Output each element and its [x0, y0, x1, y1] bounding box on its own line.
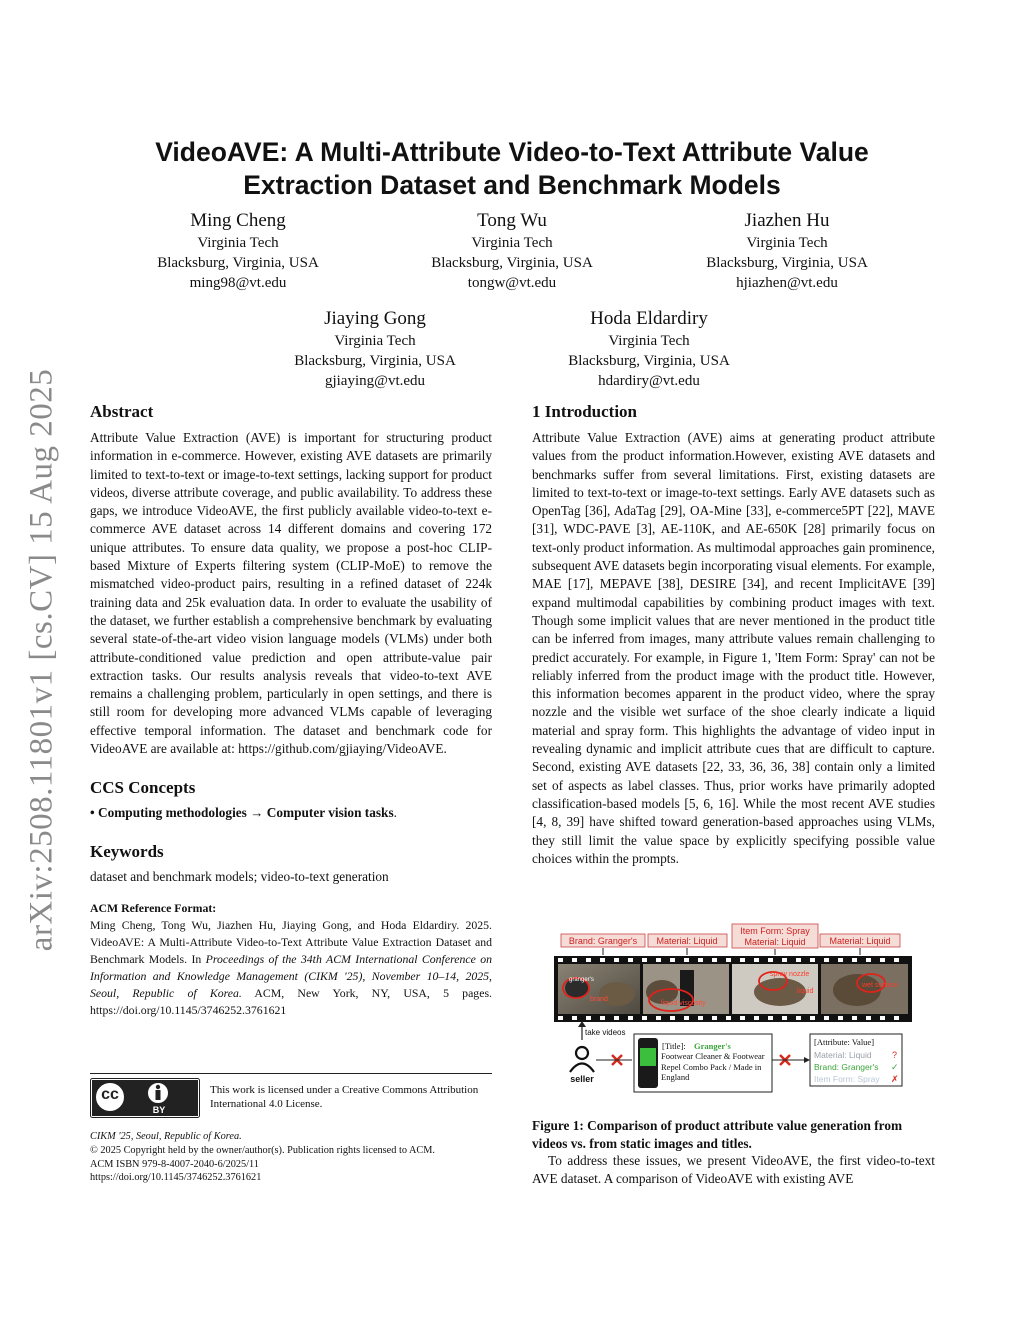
- footer-doi[interactable]: https://doi.org/10.1145/3746252.3761621: [90, 1172, 262, 1184]
- attr-row: Material: Liquid: [814, 1050, 872, 1060]
- frame-note: liquid viscosity: [661, 1000, 706, 1007]
- seller-label: seller: [570, 1074, 594, 1084]
- ccs-heading: CCS Concepts: [90, 778, 196, 798]
- frame-note: brand: [590, 996, 608, 1003]
- figure-label: Brand: Granger's: [568, 936, 638, 946]
- author-location: Blacksburg, Virginia, USA: [568, 353, 730, 369]
- arxiv-stamp: [14, 360, 70, 960]
- author-email[interactable]: hjiazhen@vt.edu: [736, 275, 838, 291]
- author-name: Jiazhen Hu: [744, 210, 830, 231]
- author-email[interactable]: ming98@vt.edu: [189, 275, 287, 291]
- reference-venue: Proceedings of the 34th ACM International Conference on Information and Knowledge Management (CIKM '25), November 10–14, 2025, Seoul, Republic of Korea.: [90, 951, 492, 1000]
- ccs-bullet: • Computing methodologies → Computer vision tasks: [90, 805, 394, 821]
- figure-caption: Figure 1: Comparison of product attribute value generation from videos vs. from static images and titles.: [532, 1118, 903, 1151]
- reference-heading: ACM Reference Format:: [90, 900, 217, 915]
- title-line-2: Extraction Dataset and Benchmark Models: [243, 170, 781, 200]
- cc-by-logo[interactable]: [90, 1078, 200, 1118]
- author-block: [529, 307, 769, 391]
- frame-note: granger's: [569, 977, 594, 983]
- keywords-heading: Keywords: [90, 841, 164, 861]
- figure-label: Material: Liquid: [744, 937, 806, 947]
- author-block: [255, 307, 495, 391]
- figure-label: Material: Liquid: [829, 936, 891, 946]
- by-badge-text: BY: [152, 1105, 166, 1115]
- author-name: Hoda Eldardiry: [590, 308, 708, 329]
- author-location: Blacksburg, Virginia, USA: [706, 255, 868, 271]
- author-affiliation: Virginia Tech: [334, 333, 416, 349]
- abstract-text: Attribute Value Extraction (AVE) is important for structuring product information in e-commerce. However, existing AVE datasets are primarily limited to text-to-text or image-to-text settings, lacking support for product videos, diverse attribute coverage, and public availability. To address these gaps, we introduce VideoAVE, the first publicly available video-to-text e-commerce AVE dataset across 14 different domains and covering 172 unique attributes. To ensure data quality, we propose a post-hoc CLIP-based Mixture of Experts filtering system (CLIP-MoE) to remove the mismatched video-product pairs, resulting in a refined dataset of 224k training data and 25k evaluation data. In order to evaluate the usability of the dataset, we further establish a comprehensive benchmark by evaluating several state-of-the-art video vision language models (VLMs) under both attribute-conditioned value prediction and open attribute-value pair extraction tasks. Our results analysis reveals that video-to-text AVE remains a challenging problem, particularly in open settings, and there is still room for developing more advanced VLMs capable of leveraging effective temporal information. The dataset and benchmark code for VideoAVE are available at: https://github.com/gjiaying/VideoAVE.: [90, 430, 492, 757]
- frame-note: spray nozzle: [770, 971, 810, 978]
- author-affiliation: Virginia Tech: [197, 235, 279, 251]
- ccs-concepts: [90, 804, 492, 822]
- attr-mark: ✗: [891, 1074, 899, 1084]
- figure-label: Material: Liquid: [656, 936, 718, 946]
- author-email[interactable]: gjiaying@vt.edu: [324, 373, 426, 389]
- ccs-period: .: [393, 805, 397, 821]
- paper-title: [100, 136, 924, 202]
- introduction-heading: 1 Introduction: [532, 402, 638, 421]
- author-location: Blacksburg, Virginia, USA: [431, 255, 593, 271]
- title-box-brand: Granger's: [694, 1041, 731, 1051]
- attr-row: Brand: Granger's: [814, 1062, 879, 1072]
- figure-label: Item Form: Spray: [740, 926, 810, 936]
- author-location: Blacksburg, Virginia, USA: [294, 353, 456, 369]
- reference-plain-2: ACM, New York, NY, USA, 5 pages. https://doi.org/10.1145/3746252.3761621: [90, 985, 492, 1017]
- seller-icon: [570, 1047, 594, 1072]
- reference-text: [90, 917, 492, 1019]
- author-name: Ming Cheng: [190, 210, 286, 231]
- frame-note: wet surface: [862, 982, 898, 989]
- cc-badge-text: cc: [101, 1086, 119, 1103]
- attr-mark: ?: [892, 1050, 898, 1060]
- label-material-3: [820, 934, 900, 947]
- divider: [90, 1073, 492, 1074]
- author-name: Jiaying Gong: [324, 308, 426, 329]
- attr-mark: ✓: [891, 1062, 899, 1072]
- title-box-label: [Title]:: [662, 1041, 686, 1051]
- author-block: [667, 209, 907, 293]
- footer: [90, 1130, 492, 1185]
- footer-copyright: © 2025 Copyright held by the owner/author(s). Publication rights licensed to ACM.: [90, 1144, 436, 1156]
- author-location: Blacksburg, Virginia, USA: [157, 255, 319, 271]
- introduction-text: Attribute Value Extraction (AVE) aims at generating product attribute values from the product information.However, existing AVE datasets and benchmarks suffer from several limitations. First, existing datasets are limited to text-to-text or image-to-text settings. Early AVE datasets such as OpenTag [36], AdaTag [29], OA-Mine [33], e-commerce5PT [22], MAVE [31], WDC-PAVE [3], AE-110K, and AE-650K [28] primarily focus on text-only product information. As multimodal approaches gain prominence, subsequent AVE datasets begin incorporating visual elements. For example, MAE [17], MEPAVE [38], DESIRE [34], and recent ImplicitAVE [39] expand multimodal capabilities by combining product images with text. Though some implicit values that are never mentioned in the product title can be inferred from images, many attribute values remain challenging to predict accurately. For example, in Figure 1, 'Item Form: Spray' can not be reliably inferred from the product image with the product title. However, this information becomes apparent in the product video, where the spray nozzle and the visible wet surface of the shoe clearly indicate a liquid material and spray form. This highlights the advantage of video input in revealing dynamic and implicit attribute cues that are difficult to capture. Second, existing AVE datasets [22, 33, 36, 36, 38] contain only a limited set of aspects as label classes. Thus, prior works have primarily adopted classification-based models [5, 6, 16]. While the most recent AVE studies [4, 8, 39] have shifted toward generation-based approaches using VLMs, they still limit the value space by explicitly specifying possible value choices within the prompts.: [532, 430, 936, 866]
- title-line-1: VideoAVE: A Multi-Attribute Video-to-Text Attribute Value: [155, 137, 869, 167]
- attr-box-header: [Attribute: Value]: [814, 1037, 875, 1047]
- arxiv-id: arXiv:2508.11801v1 [cs.CV] 15 Aug 2025: [23, 368, 60, 952]
- author-email[interactable]: tongw@vt.edu: [467, 275, 557, 291]
- body-text-continued: [532, 1152, 935, 1189]
- author-block: [118, 209, 358, 293]
- author-affiliation: Virginia Tech: [608, 333, 690, 349]
- footer-isbn: ACM ISBN 979-8-4007-2040-6/2025/11: [90, 1158, 259, 1170]
- author-name: Tong Wu: [477, 210, 547, 231]
- left-column: [90, 401, 492, 1019]
- after-figure-text: To address these issues, we present VideoAVE, the first video-to-text AVE dataset. A comparison of VideoAVE with existing AVE: [532, 1153, 935, 1187]
- author-affiliation: Virginia Tech: [746, 235, 828, 251]
- label-material-1: [648, 934, 727, 947]
- right-column: [532, 401, 935, 868]
- frame-note: liquid: [797, 988, 814, 995]
- attr-row: Item Form: Spray: [814, 1074, 880, 1084]
- footer-venue: CIKM '25, Seoul, Republic of Korea.: [90, 1131, 242, 1142]
- film-strip: [554, 956, 912, 1022]
- figure-1: [532, 922, 935, 1097]
- author-email[interactable]: hdardiry@vt.edu: [598, 373, 700, 389]
- abstract-heading: Abstract: [90, 402, 154, 421]
- label-itemform: [732, 924, 818, 948]
- author-block: [392, 209, 632, 293]
- license-text: This work is licensed under a Creative Commons Attribution International 4.0 License.: [210, 1084, 479, 1110]
- label-brand-1: [561, 934, 645, 947]
- keywords-text: dataset and benchmark models; video-to-text generation: [90, 868, 389, 884]
- take-videos: take videos: [585, 1028, 626, 1037]
- reference-plain-1: Ming Cheng, Tong Wu, Jiazhen Hu, Jiaying Gong, and Hoda Eldardiry. 2025. VideoAVE: A Multi-Attribute Video-to-Text Attribute Value Extraction Dataset and Benchmark Models. In: [90, 917, 492, 966]
- title-box-text: Footwear Cleaner & Footwear Repel Combo Pack / Made in England: [661, 1051, 765, 1082]
- author-affiliation: Virginia Tech: [471, 235, 553, 251]
